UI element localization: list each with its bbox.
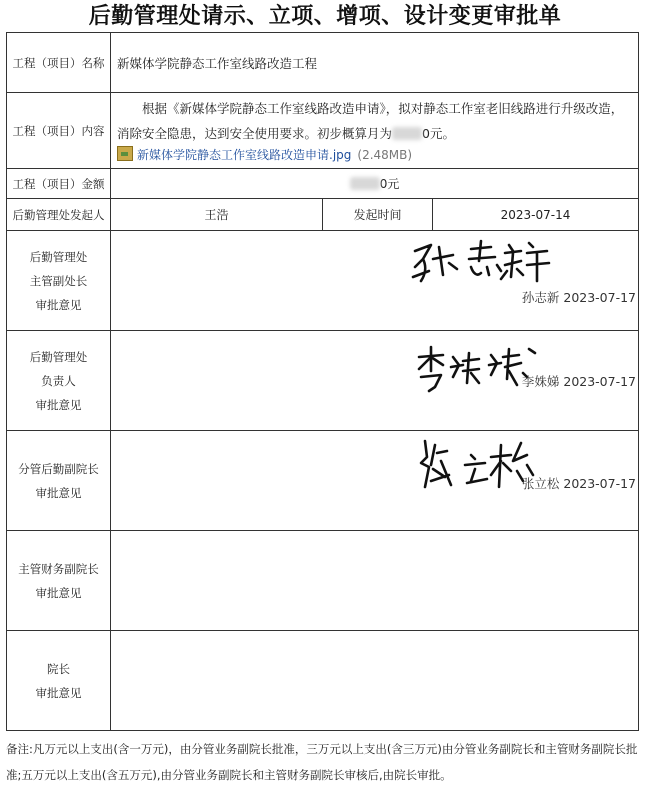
form-title: 后勤管理处请示、立项、增项、设计变更审批单: [88, 4, 562, 29]
approval-5-opinion: [111, 631, 639, 731]
redacted-amount-2: [350, 177, 380, 190]
approval-5-label: [7, 631, 111, 731]
approval-1-label: [7, 231, 111, 331]
row-project-amount: [7, 169, 639, 199]
approval-4-label-line-2: 审批意见: [35, 585, 82, 600]
approval-4-label: [7, 531, 111, 631]
row-approval-5: [7, 631, 639, 731]
approval-3-signer: 张立松 2023-07-17: [521, 476, 637, 491]
project-content-suffix: 0元。: [422, 126, 455, 141]
initiation-date: 2023-07-14: [433, 199, 639, 231]
approval-4-opinion: [111, 531, 639, 631]
approval-3-label-line-2: 审批意见: [35, 485, 82, 500]
project-content-cell: [111, 93, 639, 169]
approval-3-label-line-1: 分管后勤副院长: [18, 461, 99, 476]
attachment-size: (2.48MB): [357, 148, 413, 162]
approval-2-label: [7, 331, 111, 431]
approval-1-label-line-2: 主管副处长: [29, 273, 88, 288]
redacted-amount: [392, 127, 422, 140]
initiator-label: 后勤管理处发起人: [7, 199, 111, 231]
attachment-name: 新媒体学院静态工作室线路改造申请.jpg: [137, 148, 352, 162]
project-name-label: 工程（项目）名称: [7, 33, 111, 93]
approval-1-signer: 孙志新 2023-07-17: [521, 290, 637, 305]
approval-4-label-line-1: 主管财务副院长: [18, 561, 99, 576]
row-approval-1: [7, 231, 639, 331]
approval-5-label-line-1: 院长: [47, 661, 70, 676]
image-file-icon: [117, 146, 133, 161]
approval-2-opinion: [111, 331, 639, 431]
footnote: 备注:凡万元以上支出(含一万元)，由分管业务副院长批准，三万元以上支出(含三万元)由分管业务副院长和主管财务副院长批准;五万元以上支出(含五万元),由分管业务副院长和主管财务副院长审核后,由院长审批。: [6, 742, 638, 782]
attachment-link[interactable]: [111, 146, 638, 168]
row-initiator: [7, 199, 639, 231]
project-amount-suffix: 0元: [379, 177, 400, 191]
approval-2-label-line-3: 审批意见: [35, 397, 82, 412]
approval-3-label: [7, 431, 111, 531]
row-project-name: [7, 33, 639, 93]
initiation-time-label: 发起时间: [323, 199, 433, 231]
project-name-value: 新媒体学院静态工作室线路改造工程: [111, 33, 639, 93]
approval-3-opinion: [111, 431, 639, 531]
project-content-body: 根据《新媒体学院静态工作室线路改造申请》，拟对静态工作室老旧线路进行升级改造，消除安全隐患，达到安全使用要求。初步概算月为: [117, 101, 624, 141]
approval-2-label-line-2: 负责人: [41, 373, 76, 388]
approval-1-label-line-1: 后勤管理处: [29, 249, 88, 264]
row-approval-4: [7, 531, 639, 631]
row-project-content: [7, 93, 639, 169]
row-approval-3: [7, 431, 639, 531]
project-content-label: 工程（项目）内容: [7, 93, 111, 169]
approval-form-table: [6, 32, 639, 731]
approval-2-signer: 李姝娣 2023-07-17: [521, 374, 637, 389]
project-content-text: [111, 93, 638, 146]
handwritten-signature-1: [409, 237, 559, 285]
approval-1-opinion: [111, 231, 639, 331]
project-amount-value: [111, 169, 639, 199]
approval-2-label-line-1: 后勤管理处: [29, 349, 88, 364]
initiator-name: 王浩: [111, 199, 323, 231]
approval-5-label-line-2: 审批意见: [35, 685, 82, 700]
project-amount-label: 工程（项目）金额: [7, 169, 111, 199]
approval-1-label-line-3: 审批意见: [35, 297, 82, 312]
row-approval-2: [7, 331, 639, 431]
